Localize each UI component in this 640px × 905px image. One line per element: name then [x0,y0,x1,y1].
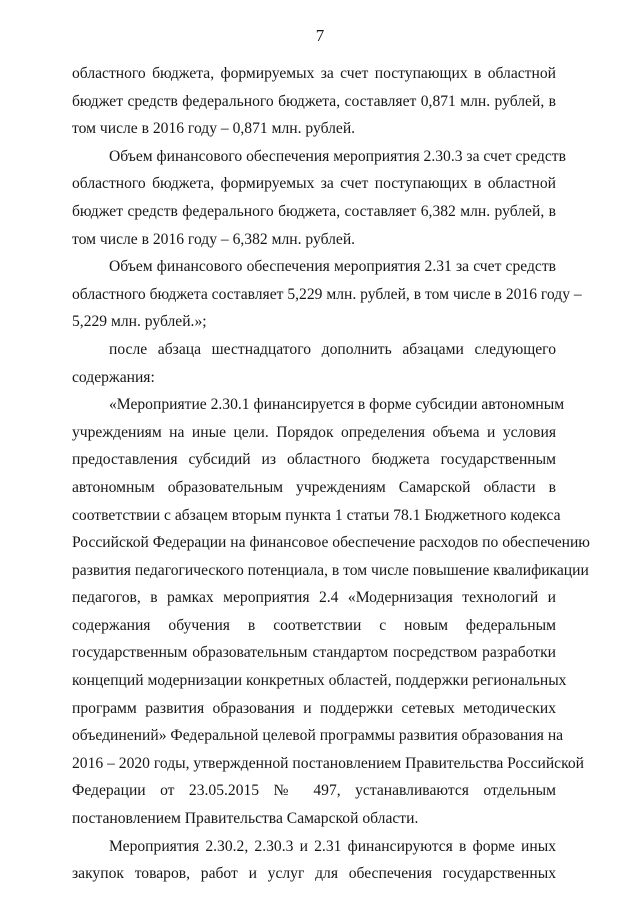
text-line: программ развития образования и поддержки сетевых методических [72,699,556,717]
text-line: государственным образовательным стандартом посредством разработки [72,644,556,662]
document-body [72,60,590,888]
text-line: учреждениям на иные цели. Порядок определения объема и условия [72,423,556,441]
text-line: «Мероприятие 2.30.1 финансируется в форме субсидии автономным [109,396,565,414]
paragraph-3 [72,253,582,336]
text-line: содержания обучения в соответствии с новым федеральным [72,616,556,634]
text-line: предоставления субсидий из областного бюджета государственным [72,451,556,469]
text-line: Федерации от 23.05.2015 № 497, устанавливаются отдельным [72,782,556,800]
paragraph-1 [72,60,556,143]
text-line: областного бюджета составляет 5,229 млн. рублей, в том числе в 2016 году – [72,285,582,303]
text-line: 2016 – 2020 годы, утвержденной постановлением Правительства Российской [72,754,585,772]
text-line: областного бюджета, формируемых за счет поступающих в областной [72,65,556,82]
text-line: Мероприятия 2.30.2, 2.30.3 и 2.31 финансируются в форме иных [109,837,556,855]
text-line: постановлением Правительства Самарской области. [72,810,419,828]
text-line: соответствии с абзацем вторым пункта 1 статьи 78.1 Бюджетного кодекса [72,506,561,524]
text-line: том числе в 2016 году – 0,871 млн. рублей. [72,120,356,138]
text-line: содержания: [72,368,155,386]
text-line: объединений» Федеральной целевой программы развития образования на [72,727,564,745]
paragraph-5 [72,391,590,833]
text-line: том числе в 2016 году – 6,382 млн. рублей. [72,230,356,248]
paragraph-4 [72,336,556,391]
paragraph-6 [72,833,556,888]
page-number: 7 [315,26,325,45]
text-line: педагогов, в рамках мероприятия 2.4 «Модернизация технологий и [72,589,556,607]
text-line: развития педагогического потенциала, в том числе повышение квалификации [72,561,589,579]
text-line: 5,229 млн. рублей.»; [72,313,207,331]
text-line: Объем финансового обеспечения мероприятия 2.31 за счет средств [109,258,556,276]
text-line: концепций модернизации конкретных областей, поддержки региональных [72,672,567,690]
text-line: после абзаца шестнадцатого дополнить абзацами следующего [109,340,556,358]
text-line: Объем финансового обеспечения мероприятия 2.30.3 за счет средств [109,147,566,165]
text-line: автономным образовательным учреждениям Самарской области в [72,478,556,496]
paragraph-2 [72,143,566,253]
text-line: Российской Федерации на финансовое обеспечение расходов по обеспечению [72,534,590,552]
text-line: областного бюджета, формируемых за счет поступающих в областной [72,175,556,193]
text-line: бюджет средств федерального бюджета, составляет 0,871 млн. рублей, в [72,92,556,110]
text-line: закупок товаров, работ и услуг для обеспечения государственных [72,865,556,883]
text-line: бюджет средств федерального бюджета, составляет 6,382 млн. рублей, в [72,202,556,220]
